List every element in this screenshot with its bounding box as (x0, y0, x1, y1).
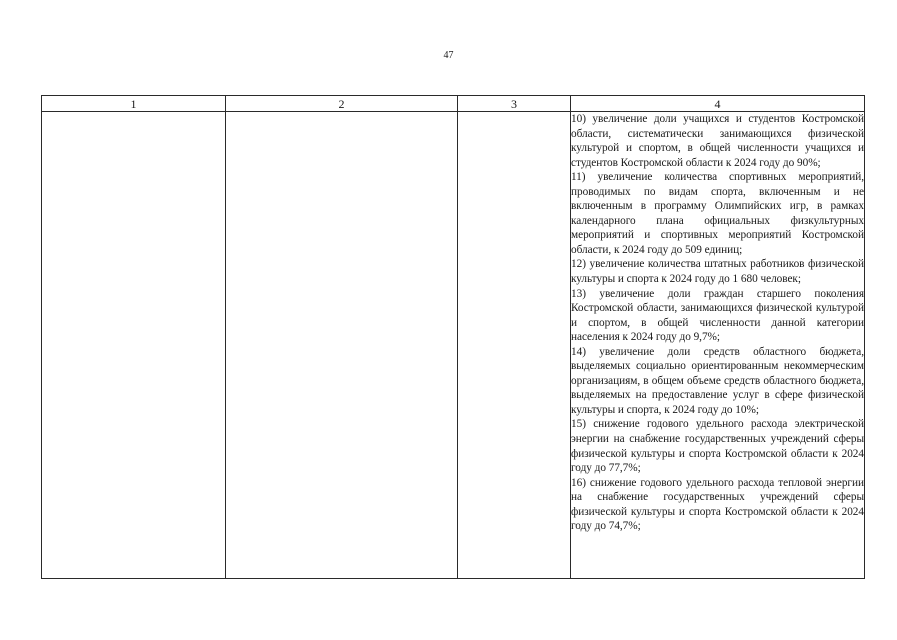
document-table (41, 95, 865, 579)
column-header-4: 4 (571, 96, 865, 112)
list-item-15: 15) снижение годового удельного расхода электрической энергии на снабжение государственных учреждений сферы физической культуры и спорта Костромской области к 2024 году до 77,7%; (571, 418, 864, 475)
column-header-2: 2 (226, 96, 458, 112)
column-1-cell (42, 112, 226, 579)
list-item-11: 11) увеличение количества спортивных мероприятий, проводимых по видам спорта, включенным и не включенным в программу Олимпийских игр, в рамках календарного плана официальных физкультурных мероприятий и спортивных мероприятий Костромской области, к 2024 году до 509 единиц; (571, 171, 864, 256)
list-item-16: 16) снижение годового удельного расхода тепловой энергии на снабжение государственных учреждений сферы физической культуры и спорта Костромской области к 2024 году до 74,7%; (571, 476, 864, 533)
list-item-12: 12) увеличение количества штатных работников физической культуры и спорта к 2024 году до 1 680 человек; (571, 258, 864, 286)
table-header-row (42, 96, 865, 112)
list-item-14: 14) увеличение доли средств областного бюджета, выделяемых социально ориентированным некоммерческим организациям, в общем объеме средств областного бюджета, выделяемых на предоставление услуг в сфере физической культуры и спорта, к 2024 году до 10%; (571, 345, 864, 416)
list-item-10: 10) увеличение доли учащихся и студентов Костромской области, систематически занимающихся физической культурой и спортом, в общей численности учащихся и студентов Костромской области к 2024 году до 90%; (571, 113, 864, 169)
column-header-1: 1 (42, 96, 226, 112)
column-2-cell (226, 112, 458, 579)
column-3-cell (458, 112, 571, 579)
column-4-cell (571, 112, 865, 579)
column-header-3: 3 (458, 96, 571, 112)
list-item-13: 13) увеличение доли граждан старшего поколения Костромской области, занимающихся физической культурой и спортом, в общей численности данной категории населения к 2024 году до 9,7%; (571, 287, 864, 344)
table-row (42, 112, 865, 579)
page-number: 47 (443, 50, 454, 61)
